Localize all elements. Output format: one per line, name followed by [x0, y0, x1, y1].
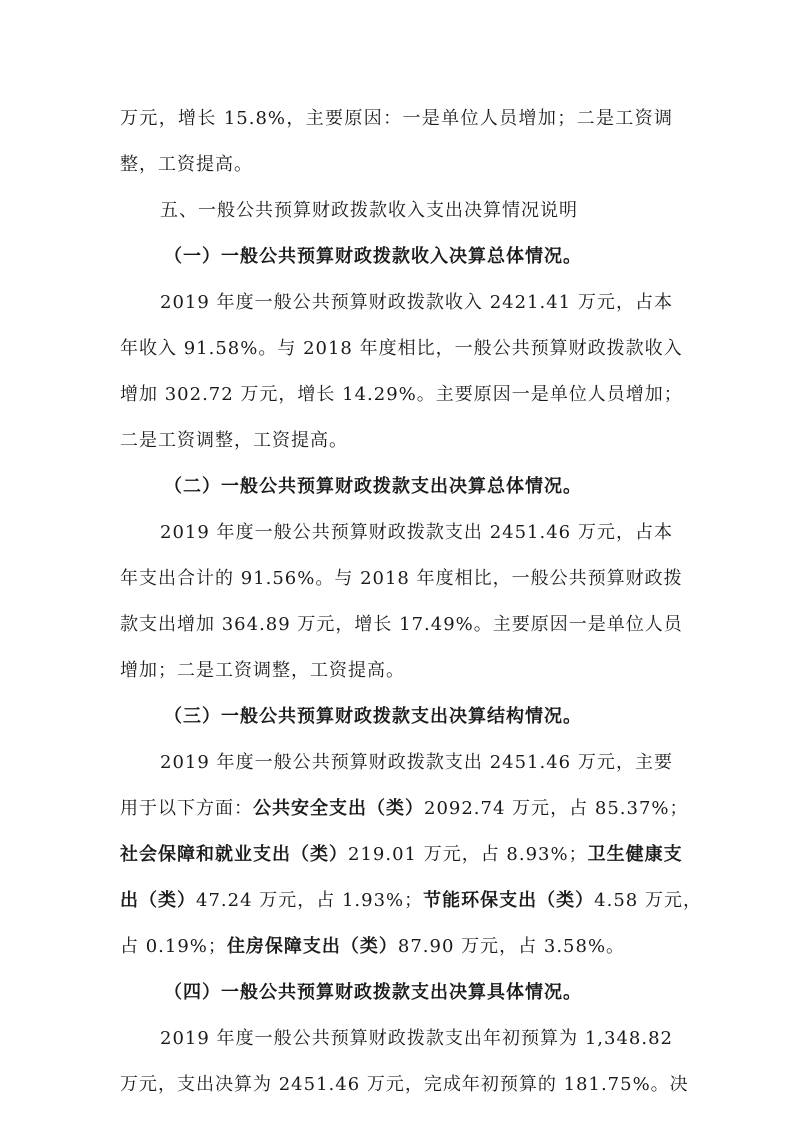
- text-run: 87.90 万元，占 3.58%。: [397, 936, 626, 957]
- text-run: 219.01 万元，占 8.93%；: [348, 844, 588, 865]
- body-text-line: 增加 302.72 万元，增长 14.29%。主要原因一是单位人员增加；: [120, 384, 683, 405]
- category-label: 公共安全支出（类）: [253, 798, 424, 819]
- text-run: 占 0.19%；: [120, 936, 227, 957]
- section-heading: 五、一般公共预算财政拨款收入支出决算情况说明: [160, 200, 578, 221]
- category-label: 节能环保支出（类）: [423, 890, 595, 911]
- body-text-line: 款支出增加 364.89 万元，增长 17.49%。主要原因一是单位人员: [120, 614, 683, 635]
- category-label: 出（类）: [120, 890, 196, 911]
- body-text-line: 年支出合计的 91.56%。与 2018 年度相比，一般公共预算财政拨: [120, 568, 683, 589]
- subsection-heading: （二）一般公共预算财政拨款支出决算总体情况。: [164, 476, 582, 497]
- body-text-line: 万元，增长 15.8%，主要原因：一是单位人员增加；二是工资调: [120, 108, 673, 129]
- body-text-line: 2019 年度一般公共预算财政拨款支出 2451.46 万元，主要: [160, 752, 673, 773]
- subsection-heading: （一）一般公共预算财政拨款收入决算总体情况。: [164, 246, 582, 267]
- category-label: 卫生健康支: [587, 844, 683, 865]
- body-text-line: 2019 年度一般公共预算财政拨款支出 2451.46 万元，占本: [160, 522, 673, 543]
- category-label: 社会保障和就业支出（类）: [120, 844, 348, 865]
- body-text-line: 万元，支出决算为 2451.46 万元，完成年初预算的 181.75%。决: [120, 1074, 689, 1095]
- text-run: 47.24 万元，占 1.93%；: [196, 890, 424, 911]
- text-run: 用于以下方面：: [120, 798, 253, 819]
- body-text-line: [120, 786, 689, 832]
- text-run: 2092.74 万元，占 85.37%；: [424, 798, 689, 819]
- body-text-line: [120, 924, 673, 970]
- text-run: 4.58 万元，: [594, 890, 702, 911]
- body-text-line: [120, 832, 683, 878]
- subsection-heading: （四）一般公共预算财政拨款支出决算具体情况。: [164, 982, 582, 1003]
- subsection-heading: （三）一般公共预算财政拨款支出决算结构情况。: [164, 706, 582, 727]
- body-text-line: [120, 878, 702, 924]
- body-text-line: 年收入 91.58%。与 2018 年度相比，一般公共预算财政拨款收入: [120, 338, 683, 359]
- body-text-line: 2019 年度一般公共预算财政拨款支出年初预算为 1,348.82: [160, 1028, 673, 1049]
- body-text-line: 增加；二是工资调整，工资提高。: [120, 660, 405, 681]
- body-text-line: 2019 年度一般公共预算财政拨款收入 2421.41 万元，占本: [160, 292, 673, 313]
- body-text-line: 整，工资提高。: [120, 154, 253, 175]
- category-label: 住房保障支出（类）: [226, 936, 398, 957]
- body-text-line: 二是工资调整，工资提高。: [120, 430, 348, 451]
